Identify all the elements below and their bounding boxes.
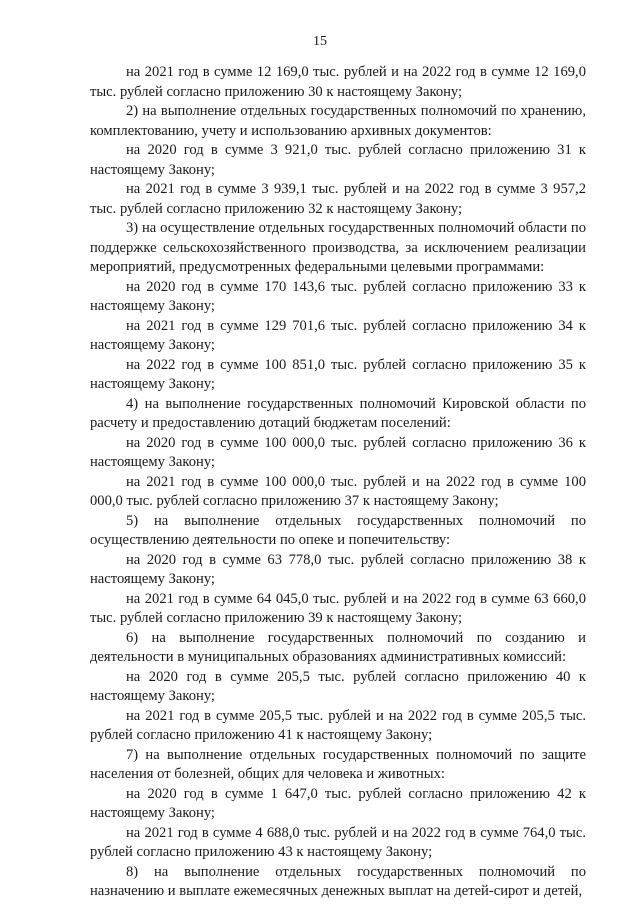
paragraph: на 2020 год в сумме 100 000,0 тыс. рублей согласно приложению 36 к настоящему Закону; xyxy=(90,434,586,470)
paragraph: на 2021 год в сумме 205,5 тыс. рублей и на 2022 год в сумме 205,5 тыс. рублей согласно приложению 41 к настоящему Закону; xyxy=(90,707,586,743)
body-text xyxy=(90,63,586,902)
paragraph: 6) на выполнение государственных полномочий по созданию и деятельности в муниципальных образованиях административных комиссий: xyxy=(90,629,586,665)
paragraph: на 2020 год в сумме 170 143,6 тыс. рублей согласно приложению 33 к настоящему Закону; xyxy=(90,278,586,314)
paragraph: на 2021 год в сумме 4 688,0 тыс. рублей и на 2022 год в сумме 764,0 тыс. рублей согласно приложению 43 к настоящему Закону; xyxy=(90,824,586,860)
paragraph: 4) на выполнение государственных полномочий Кировской области по расчету и предоставлению дотаций бюджетам поселений: xyxy=(90,395,586,431)
paragraph: на 2022 год в сумме 100 851,0 тыс. рублей согласно приложению 35 к настоящему Закону; xyxy=(90,356,586,392)
paragraph: на 2020 год в сумме 3 921,0 тыс. рублей согласно приложению 31 к настоящему Закону; xyxy=(90,142,586,178)
paragraph: 7) на выполнение отдельных государственных полномочий по защите населения от болезней, общих для человека и животных: xyxy=(90,746,586,782)
paragraph: на 2020 год в сумме 63 778,0 тыс. рублей согласно приложению 38 к настоящему Закону; xyxy=(90,551,586,587)
paragraph: на 2021 год в сумме 129 701,6 тыс. рублей согласно приложению 34 к настоящему Закону; xyxy=(90,317,586,353)
paragraph: на 2020 год в сумме 1 647,0 тыс. рублей согласно приложению 42 к настоящему Закону; xyxy=(90,785,586,821)
paragraph: 3) на осуществление отдельных государственных полномочий области по поддержке сельскохозяйственного производства, за исключением реализации мероприятий, предусмотренных федеральными целевыми программами: xyxy=(90,220,586,275)
paragraph: 8) на выполнение отдельных государственных полномочий по назначению и выплате ежемесячных денежных выплат на детей-сирот и детей, xyxy=(90,863,586,899)
paragraph: 2) на выполнение отдельных государственных полномочий по хранению, комплектованию, учету и использованию архивных документов: xyxy=(90,103,586,139)
paragraph: на 2021 год в сумме 100 000,0 тыс. рублей и на 2022 год в сумме 100 000,0 тыс. рублей согласно приложению 37 к настоящему Закону; xyxy=(90,473,586,509)
paragraph: 5) на выполнение отдельных государственных полномочий по осуществлению деятельности по опеке и попечительству: xyxy=(90,512,586,548)
paragraph: на 2021 год в сумме 3 939,1 тыс. рублей и на 2022 год в сумме 3 957,2 тыс. рублей согласно приложению 32 к настоящему Закону; xyxy=(90,181,586,217)
paragraph: на 2021 год в сумме 64 045,0 тыс. рублей и на 2022 год в сумме 63 660,0 тыс. рублей согласно приложению 39 к настоящему Закону; xyxy=(90,590,586,626)
paragraph: на 2020 год в сумме 205,5 тыс. рублей согласно приложению 40 к настоящему Закону; xyxy=(90,668,586,704)
page-number: 15 xyxy=(313,34,327,49)
paragraph: на 2021 год в сумме 12 169,0 тыс. рублей и на 2022 год в сумме 12 169,0 тыс. рублей согласно приложению 30 к настоящему Закону; xyxy=(90,64,586,100)
